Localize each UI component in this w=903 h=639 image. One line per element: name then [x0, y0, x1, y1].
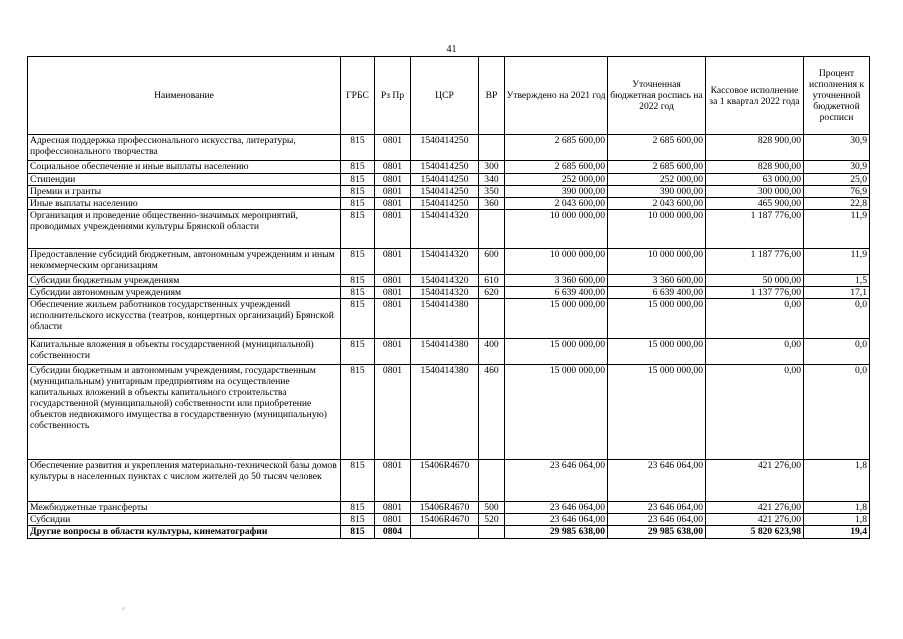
cell-csr	[411, 526, 479, 539]
cell-cash: 828 900,00	[706, 161, 804, 174]
header-approved: Утверждено на 2021 год	[505, 57, 608, 135]
cell-rzpr: 0801	[375, 174, 411, 186]
cell-grbs: 815	[341, 526, 375, 539]
cell-cash: 1 187 776,00	[706, 249, 804, 275]
table-row	[28, 514, 870, 526]
cell-rzpr: 0801	[375, 514, 411, 526]
cell-grbs: 815	[341, 365, 375, 460]
cell-grbs: 815	[341, 161, 375, 174]
cell-approved: 2 685 600,00	[505, 161, 608, 174]
cell-refined: 15 000 000,00	[608, 299, 706, 339]
cell-cash: 828 900,00	[706, 135, 804, 161]
table-body	[28, 135, 870, 539]
cell-refined: 23 646 064,00	[608, 514, 706, 526]
cell-grbs: 815	[341, 249, 375, 275]
table-row	[28, 161, 870, 174]
cell-cash: 0,00	[706, 365, 804, 460]
cell-percent: 0,0	[804, 299, 870, 339]
cell-csr: 1540414380	[411, 365, 479, 460]
cell-percent: 17,1	[804, 287, 870, 299]
cell-name: Премии и гранты	[28, 186, 341, 198]
cell-cash: 465 900,00	[706, 198, 804, 210]
cell-csr: 1540414320	[411, 249, 479, 275]
cell-vr	[479, 526, 505, 539]
table-row	[28, 460, 870, 502]
cell-rzpr: 0801	[375, 339, 411, 365]
cell-refined: 29 985 638,00	[608, 526, 706, 539]
cell-name: Субсидии автономным учреждениям	[28, 287, 341, 299]
cell-vr	[479, 460, 505, 502]
cell-vr: 300	[479, 161, 505, 174]
cell-percent: 22,8	[804, 198, 870, 210]
cell-vr: 340	[479, 174, 505, 186]
cell-name: Межбюджетные трансферты	[28, 502, 341, 514]
cell-percent: 11,9	[804, 210, 870, 249]
cell-refined: 3 360 600,00	[608, 275, 706, 287]
cell-approved: 6 639 400,00	[505, 287, 608, 299]
cell-approved: 15 000 000,00	[505, 299, 608, 339]
cell-name: Субсидии бюджетным и автономным учреждениям, государственным (муниципальным) унитарным предприятиям на осуществление капитальных вложений в объекты капитального строительства государственной (муниципальной) собственности или приобретение объектов недвижимого имущества в государственную (муниципальную) собственность	[28, 365, 341, 460]
cell-vr: 350	[479, 186, 505, 198]
cell-grbs: 815	[341, 174, 375, 186]
cell-refined: 10 000 000,00	[608, 249, 706, 275]
cell-refined: 2 043 600,00	[608, 198, 706, 210]
cell-grbs: 815	[341, 339, 375, 365]
cell-csr: 1540414320	[411, 275, 479, 287]
cell-rzpr: 0801	[375, 287, 411, 299]
cell-rzpr: 0801	[375, 186, 411, 198]
header-vr: ВР	[479, 57, 505, 135]
cell-percent: 1,8	[804, 514, 870, 526]
cell-grbs: 815	[341, 198, 375, 210]
cell-rzpr: 0801	[375, 365, 411, 460]
cell-percent: 11,9	[804, 249, 870, 275]
table-row	[28, 365, 870, 460]
cell-csr: 1540414250	[411, 161, 479, 174]
cell-vr	[479, 135, 505, 161]
cell-cash: 421 276,00	[706, 502, 804, 514]
cell-rzpr: 0801	[375, 460, 411, 502]
cell-vr	[479, 210, 505, 249]
cell-percent: 30,9	[804, 161, 870, 174]
cell-cash: 421 276,00	[706, 460, 804, 502]
cell-rzpr: 0801	[375, 275, 411, 287]
header-grbs: ГРБС	[341, 57, 375, 135]
cell-csr: 1540414250	[411, 198, 479, 210]
cell-approved: 15 000 000,00	[505, 339, 608, 365]
cell-cash: 1 137 776,00	[706, 287, 804, 299]
cell-rzpr: 0801	[375, 299, 411, 339]
cell-percent: 0,0	[804, 365, 870, 460]
cell-cash: 1 187 776,00	[706, 210, 804, 249]
cell-csr: 1540414320	[411, 210, 479, 249]
cell-vr: 500	[479, 502, 505, 514]
cell-refined: 10 000 000,00	[608, 210, 706, 249]
table-row	[28, 210, 870, 249]
cell-approved: 2 043 600,00	[505, 198, 608, 210]
cell-name: Стипендии	[28, 174, 341, 186]
cell-vr: 620	[479, 287, 505, 299]
cell-approved: 23 646 064,00	[505, 514, 608, 526]
cell-rzpr: 0801	[375, 502, 411, 514]
cell-refined: 23 646 064,00	[608, 460, 706, 502]
cell-refined: 390 000,00	[608, 186, 706, 198]
cell-approved: 3 360 600,00	[505, 275, 608, 287]
cell-grbs: 815	[341, 186, 375, 198]
cell-cash: 0,00	[706, 299, 804, 339]
cell-rzpr: 0801	[375, 210, 411, 249]
cell-percent: 1,8	[804, 460, 870, 502]
table-row	[28, 287, 870, 299]
table-row	[28, 339, 870, 365]
cell-rzpr: 0801	[375, 161, 411, 174]
cell-grbs: 815	[341, 514, 375, 526]
table-row-total	[28, 526, 870, 539]
cell-approved: 10 000 000,00	[505, 210, 608, 249]
cell-name: Капитальные вложения в объекты государственной (муниципальной) собственности	[28, 339, 341, 365]
cell-refined: 15 000 000,00	[608, 339, 706, 365]
cell-name: Адресная поддержка профессионального искусства, литературы, профессионального творчества	[28, 135, 341, 161]
header-refined: Уточненная бюджетная роспись на 2022 год	[608, 57, 706, 135]
cell-vr: 600	[479, 249, 505, 275]
cell-name: Организация и проведение общественно-значимых мероприятий, проводимых учреждениями культуры Брянской области	[28, 210, 341, 249]
cell-refined: 2 685 600,00	[608, 161, 706, 174]
cell-name: Предоставление субсидий бюджетным, автономным учреждениям и иным некоммерческим организациям	[28, 249, 341, 275]
cell-approved: 2 685 600,00	[505, 135, 608, 161]
header-row	[28, 57, 870, 135]
cell-vr: 520	[479, 514, 505, 526]
cell-name: Обеспечение жильем работников государственных учреждений исполнительского искусства (театров, концертных организаций) Брянской области	[28, 299, 341, 339]
cell-percent: 76,9	[804, 186, 870, 198]
cell-percent: 1,8	[804, 502, 870, 514]
cell-grbs: 815	[341, 135, 375, 161]
cell-name: Субсидии	[28, 514, 341, 526]
cell-cash: 421 276,00	[706, 514, 804, 526]
cell-vr: 400	[479, 339, 505, 365]
table-row	[28, 174, 870, 186]
cell-csr: 15406R4670	[411, 460, 479, 502]
cell-grbs: 815	[341, 299, 375, 339]
cell-refined: 23 646 064,00	[608, 502, 706, 514]
header-percent: Процент исполнения к уточненной бюджетной росписи	[804, 57, 870, 135]
cell-csr: 1540414380	[411, 299, 479, 339]
page-number: 41	[446, 44, 457, 55]
cell-approved: 23 646 064,00	[505, 502, 608, 514]
cell-percent: 25,0	[804, 174, 870, 186]
header-cash: Кассовое исполнение за 1 квартал 2022 года	[706, 57, 804, 135]
cell-percent: 0,0	[804, 339, 870, 365]
budget-table	[27, 56, 870, 539]
cell-name: Социальное обеспечение и иные выплаты населению	[28, 161, 341, 174]
cell-grbs: 815	[341, 287, 375, 299]
cell-approved: 10 000 000,00	[505, 249, 608, 275]
header-csr: ЦСР	[411, 57, 479, 135]
header-rzpr: Рз Пр	[375, 57, 411, 135]
cell-cash: 300 000,00	[706, 186, 804, 198]
cell-vr: 610	[479, 275, 505, 287]
cell-percent: 19,4	[804, 526, 870, 539]
cell-cash: 0,00	[706, 339, 804, 365]
cell-cash: 63 000,00	[706, 174, 804, 186]
cell-cash: 50 000,00	[706, 275, 804, 287]
cell-name: Другие вопросы в области культуры, кинематографии	[28, 526, 341, 539]
header-name: Наименование	[28, 57, 341, 135]
table-row	[28, 186, 870, 198]
cell-refined: 6 639 400,00	[608, 287, 706, 299]
table-row	[28, 198, 870, 210]
cell-cash: 5 820 623,98	[706, 526, 804, 539]
cell-grbs: 815	[341, 502, 375, 514]
table-row	[28, 249, 870, 275]
cell-vr: 360	[479, 198, 505, 210]
cell-csr: 15406R4670	[411, 502, 479, 514]
cell-grbs: 815	[341, 275, 375, 287]
cell-csr: 15406R4670	[411, 514, 479, 526]
cell-approved: 23 646 064,00	[505, 460, 608, 502]
table-row	[28, 299, 870, 339]
cell-vr: 460	[479, 365, 505, 460]
cell-rzpr: 0801	[375, 198, 411, 210]
cell-rzpr: 0801	[375, 249, 411, 275]
cell-csr: 1540414250	[411, 174, 479, 186]
cell-grbs: 815	[341, 210, 375, 249]
cell-csr: 1540414250	[411, 135, 479, 161]
cell-percent: 30,9	[804, 135, 870, 161]
cell-approved: 390 000,00	[505, 186, 608, 198]
cell-rzpr: 0801	[375, 135, 411, 161]
cell-percent: 1,5	[804, 275, 870, 287]
scan-speck	[122, 607, 125, 610]
cell-name: Субсидии бюджетным учреждениям	[28, 275, 341, 287]
cell-refined: 252 000,00	[608, 174, 706, 186]
cell-csr: 1540414380	[411, 339, 479, 365]
table-row	[28, 275, 870, 287]
cell-approved: 29 985 638,00	[505, 526, 608, 539]
table-row	[28, 135, 870, 161]
cell-name: Иные выплаты населению	[28, 198, 341, 210]
cell-refined: 2 685 600,00	[608, 135, 706, 161]
cell-csr: 1540414250	[411, 186, 479, 198]
cell-approved: 15 000 000,00	[505, 365, 608, 460]
cell-name: Обеспечение развития и укрепления материально-технической базы домов культуры в населенных пунктах с числом жителей до 50 тысяч человек	[28, 460, 341, 502]
cell-refined: 15 000 000,00	[608, 365, 706, 460]
cell-rzpr: 0804	[375, 526, 411, 539]
table-row	[28, 502, 870, 514]
cell-grbs: 815	[341, 460, 375, 502]
cell-approved: 252 000,00	[505, 174, 608, 186]
cell-csr: 1540414320	[411, 287, 479, 299]
cell-vr	[479, 299, 505, 339]
